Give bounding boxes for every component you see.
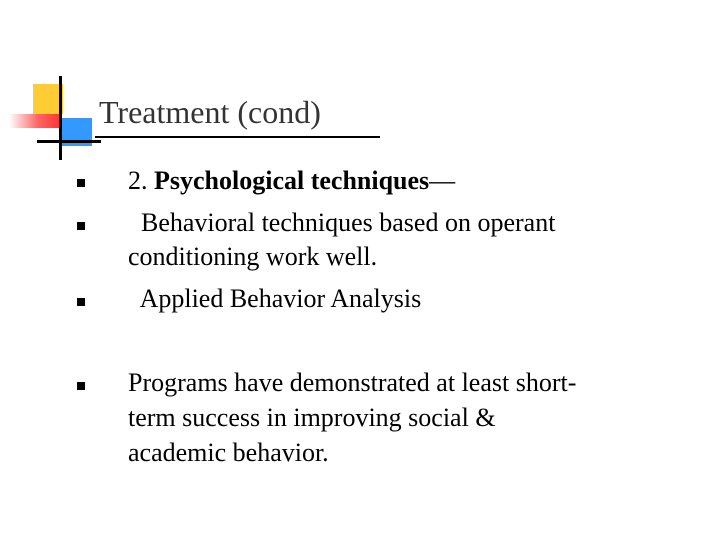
bullet-2-line-2: conditioning work well. [128, 242, 378, 271]
bullet-1-prefix: 2. [128, 166, 154, 195]
slide-logo-icon [0, 0, 110, 170]
bullet-2-line-1: Behavioral techniques based on operant [128, 208, 556, 237]
bullet-1-text [128, 166, 455, 196]
title-underline [95, 136, 380, 138]
bullet-4-line-1: Programs have demonstrated at least short- [128, 368, 577, 397]
logo-horizontal-line [37, 140, 101, 143]
square-bullet-icon [77, 222, 85, 230]
bullet-3-line-1: Applied Behavior Analysis [128, 284, 422, 313]
bullet-1-bold: Psychological techniques [154, 166, 430, 195]
bullet-1-suffix: — [429, 166, 456, 195]
slide-title: Treatment (cond) [99, 94, 321, 130]
logo-vertical-line [59, 76, 62, 160]
bullet-4-line-2: term success in improving social & [128, 403, 496, 432]
square-bullet-icon [77, 298, 85, 306]
square-bullet-icon [77, 179, 85, 187]
square-bullet-icon [77, 382, 85, 390]
logo-red-bar [9, 114, 61, 128]
bullet-4-line-3: academic behavior. [128, 438, 329, 467]
